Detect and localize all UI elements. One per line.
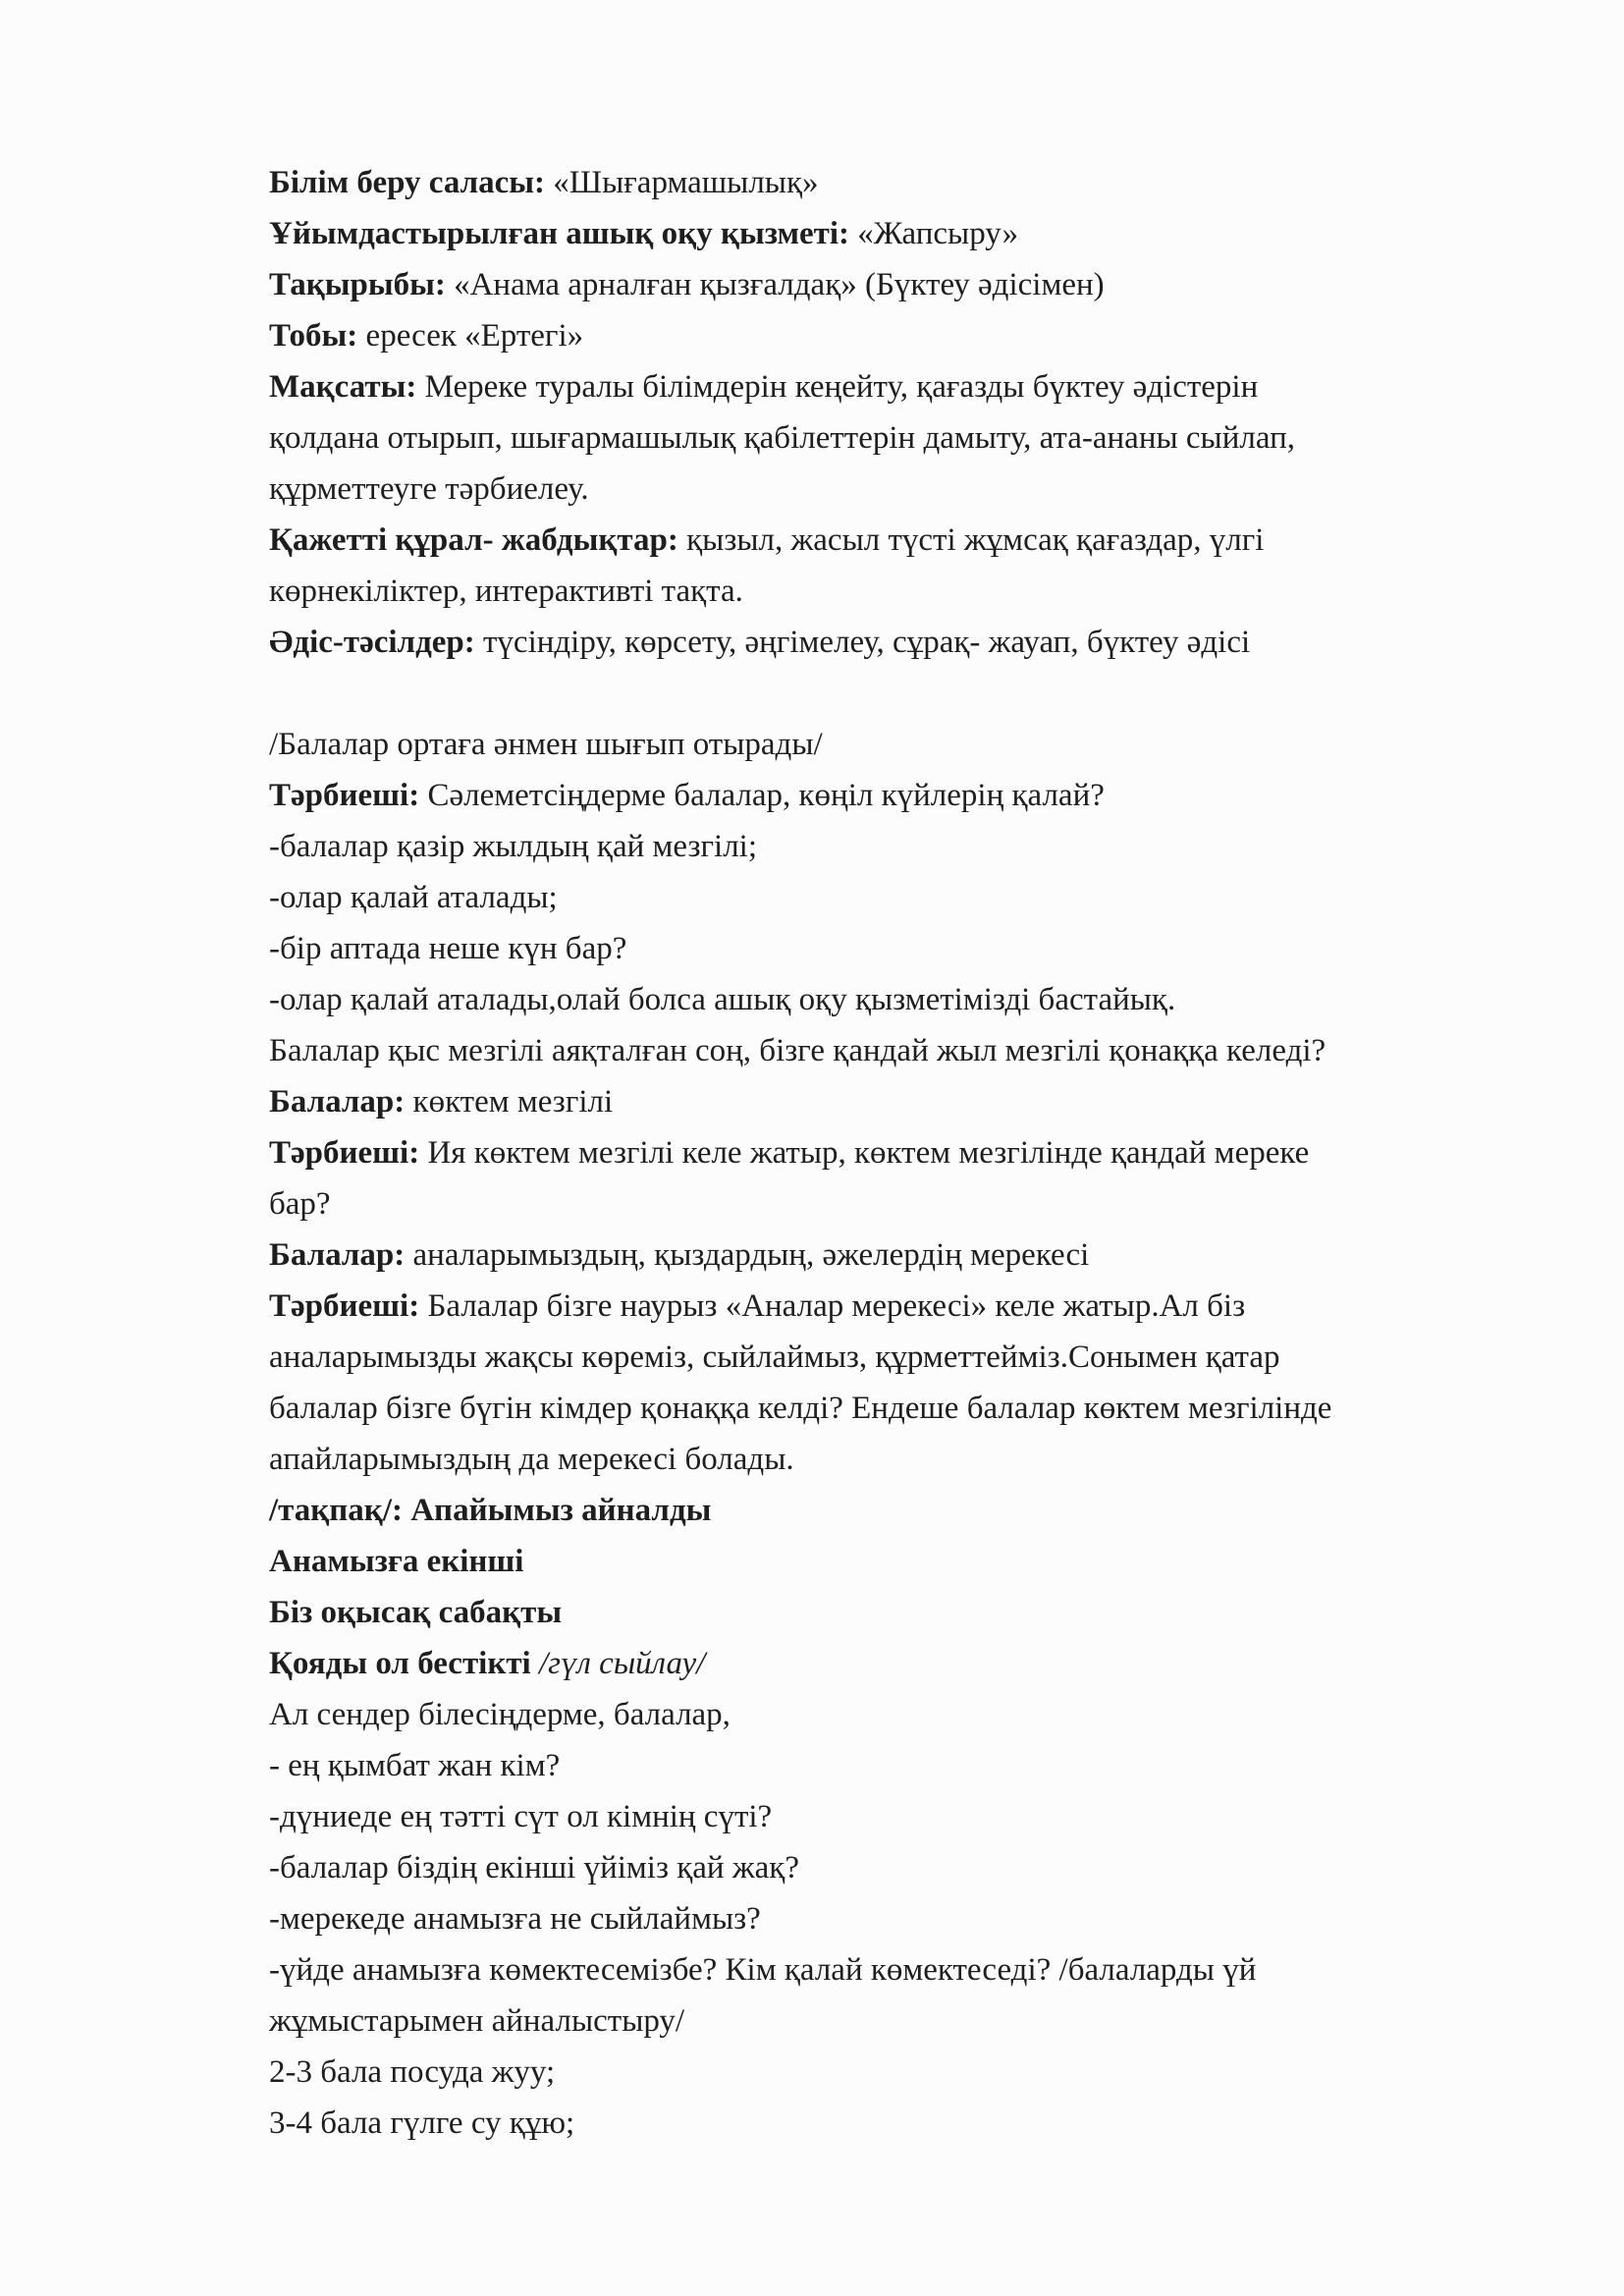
paragraph-gap [269, 668, 1545, 719]
goal-line-cont: қолдана отырып, шығармашылық қабілеттерін дамыту, ата-ананы сыйлап, [269, 420, 1295, 456]
speaker-label: Балалар: [269, 1084, 406, 1120]
goal-label: Мақсаты: [269, 369, 417, 405]
methods-line [269, 617, 1545, 668]
activity-label: Ұйымдастырылған ашық оқу қызметі: [269, 216, 850, 251]
activity-value: «Жапсыру» [849, 216, 1019, 251]
methods-value: түсіндіру, көрсету, әңгімелеу, сұрақ- жауап, бүктеу әдісі [474, 625, 1251, 660]
teacher-line-cont: апайларымыздың да мерекесі болады. [269, 1442, 794, 1477]
goal-line [269, 361, 1545, 412]
teacher-line [269, 1127, 1545, 1178]
children-line [269, 1076, 1545, 1127]
education-area-label: Білім беру саласы: [269, 165, 546, 200]
speech-text: аналарымыздың, қыздардың, әжелердің мерекесі [405, 1237, 1090, 1273]
teacher-line-cont: балалар бізге бүгін кімдер қонаққа келді? Ендеше балалар көктем мезгілінде [269, 1391, 1332, 1426]
question-line: -мерекеде анамызға не сыйлаймыз? [269, 1901, 761, 1937]
question-line: -олар қалай аталады,олай болса ашық оқу қызметімізді бастайық. [269, 982, 1176, 1017]
speech-text: Ия көктем мезгілі келе жатыр, көктем мезгілінде қандай мереке [419, 1135, 1310, 1171]
task-line: 2-3 бала посуда жуу; [269, 2054, 556, 2090]
group-value: ересек «Ертегі» [357, 318, 584, 354]
group-label: Тобы: [269, 318, 358, 354]
poem-note: /гүл сыйлау/ [530, 1646, 706, 1681]
tools-line-cont: көрнекіліктер, интерактивті тақта. [269, 574, 743, 609]
tools-value: қызыл, жасыл түсті жұмсақ қағаздар, үлгі [677, 522, 1265, 558]
question-line-cont: жұмыстарымен айналыстыру/ [269, 2003, 685, 2039]
children-line [269, 1230, 1545, 1281]
goal-line-cont: құрметтеуге тәрбиелеу. [269, 471, 589, 507]
question-line: -балалар қазір жылдың қай мезгілі; [269, 829, 757, 864]
question-line: -дүниеде ең тәтті сүт ол кімнің сүті? [269, 1799, 773, 1834]
topic-label: Тақырыбы: [269, 267, 446, 302]
poem-line: Анамызға екінші [269, 1544, 524, 1579]
poem-line [269, 1638, 1545, 1689]
topic-value: «Анама арналған қызғалдақ» (Бүктеу әдісімен) [445, 267, 1105, 302]
group-line [269, 310, 1545, 361]
teacher-line [269, 1281, 1545, 1332]
speaker-label: Тәрбиеші: [269, 778, 420, 813]
poem-text: Қояды ол бестікті [269, 1646, 531, 1681]
goal-value: Мереке туралы білімдерін кеңейту, қағазды бүктеу әдістерін [416, 369, 1259, 405]
speaker-label: Тәрбиеші: [269, 1288, 420, 1324]
speaker-label: Тәрбиеші: [269, 1135, 420, 1171]
question-line: -балалар біздің екінші үйіміз қай жақ? [269, 1850, 799, 1886]
teacher-line-cont: бар? [269, 1186, 331, 1222]
activity-line [269, 208, 1545, 259]
question-line: -бір аптада неше күн бар? [269, 931, 627, 966]
teacher-line-cont: аналарымызды жақсы көреміз, сыйлаймыз, құрметтейміз.Сонымен қатар [269, 1339, 1280, 1375]
education-area-value: «Шығармашылық» [545, 165, 819, 200]
speech-text: көктем мезгілі [405, 1084, 614, 1120]
tools-line [269, 515, 1545, 566]
poem-line: Біз оқысақ сабақты [269, 1595, 563, 1630]
question-line: -олар қалай аталады; [269, 880, 558, 915]
teacher-line [269, 770, 1545, 821]
education-area-line [269, 157, 1545, 208]
speech-text: Сәлеметсіңдерме балалар, көңіл күйлерің қалай? [419, 778, 1105, 813]
lesson-plan-text [269, 157, 1545, 2149]
stage-direction: /Балалар ортаға әнмен шығып отырады/ [269, 727, 823, 762]
question-intro: Ал сендер білесіңдерме, балалар, [269, 1697, 731, 1732]
question-line: Балалар қыс мезгілі аяқталған соң, бізге қандай жыл мезгілі қонаққа келеді? [269, 1033, 1326, 1068]
task-line: 3-4 бала гүлге су құю; [269, 2105, 575, 2141]
question-line: -үйде анамызға көмектесемізбе? Кім қалай көмектеседі? /балаларды үй [269, 1952, 1257, 1988]
question-line: - ең қымбат жан кім? [269, 1748, 561, 1783]
topic-line [269, 259, 1545, 310]
methods-label: Әдіс-тәсілдер: [269, 625, 475, 660]
speaker-label: Балалар: [269, 1237, 406, 1273]
tools-label: Қажетті құрал- жабдықтар: [269, 522, 678, 558]
speech-text: Балалар бізге наурыз «Аналар мерекесі» келе жатыр.Ал біз [419, 1288, 1246, 1324]
poem-line: /тақпақ/: Апайымыз айналды [269, 1493, 712, 1528]
